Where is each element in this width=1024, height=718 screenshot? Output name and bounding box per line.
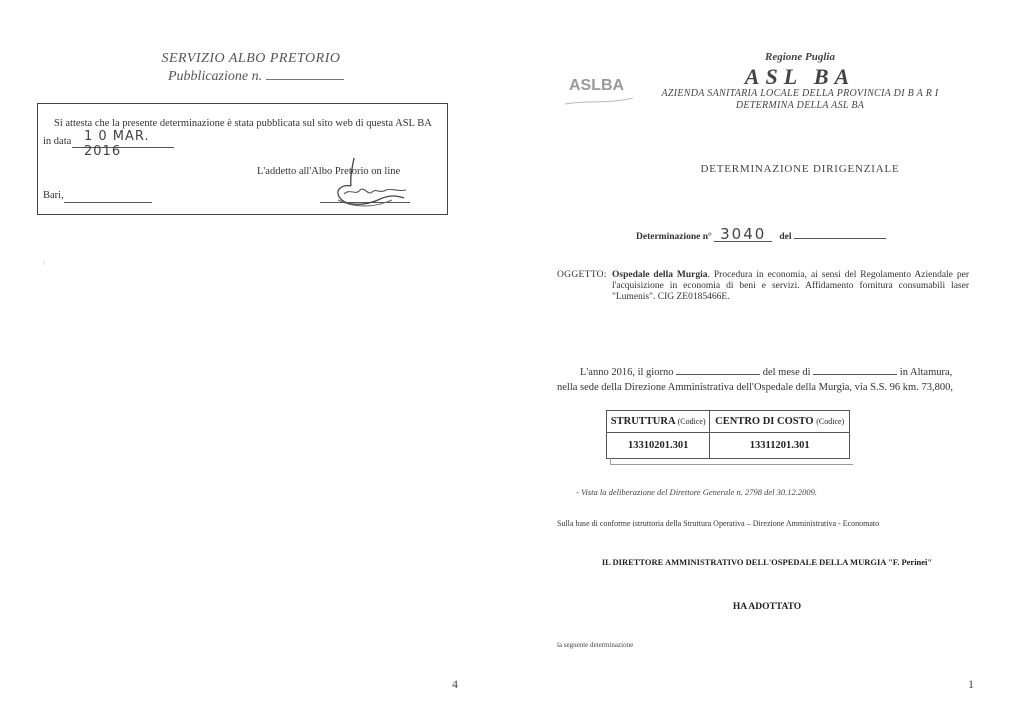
- publication-attestation-box: [37, 103, 448, 215]
- determination-number-row: [636, 225, 886, 242]
- determination-label: Determinazione n°: [636, 232, 712, 242]
- page-number-left: 4: [452, 677, 458, 691]
- bari-place-label: Bari,: [43, 190, 64, 201]
- month-blank: [813, 365, 897, 375]
- determination-date-blank: [794, 230, 886, 239]
- region-name: Regione Puglia: [765, 51, 835, 63]
- publication-blank: [266, 68, 344, 80]
- albo-officer-label: L'addetto all'Albo Pretorio on line: [257, 166, 401, 177]
- determination-number: 3040: [714, 225, 772, 242]
- albo-pretorio-title: SERVIZIO ALBO PRETORIO: [161, 51, 341, 66]
- asl-ba-logo: [565, 70, 635, 110]
- administrative-director-heading: IL DIRETTORE AMMINISTRATIVO DELL'OSPEDALE DELLA MURGIA "F. Perinei": [601, 557, 933, 567]
- document-type-heading: DETERMINAZIONE DIRIGENZIALE: [700, 163, 900, 175]
- asl-title: ASL BA: [744, 64, 856, 89]
- structure-header-code: (Codice): [677, 417, 706, 426]
- date-place-line: [580, 365, 970, 378]
- subject-text: [612, 270, 969, 303]
- date-stamp: 1 0 MAR. 2016: [72, 129, 174, 148]
- structure-header-label: STRUTTURA: [610, 416, 675, 427]
- date-label: in data: [43, 136, 72, 147]
- place-text: in Altamura,: [899, 367, 953, 378]
- month-text: del mese di: [762, 367, 811, 378]
- publication-label: Pubblicazione n.: [168, 69, 263, 84]
- subject-label: OGGETTO:: [557, 270, 607, 280]
- table-shadow: [610, 458, 853, 465]
- structure-cost-center-table: [606, 410, 850, 459]
- vista-deliberation-line: - Vista la deliberazione del Direttore Generale n. 2798 del 30.12.2009.: [576, 487, 817, 497]
- determina-subtitle: DETERMINA DELLA ASL BA: [735, 100, 865, 111]
- handwritten-signature: [294, 156, 414, 210]
- asl-logo-text: ASLBA: [569, 77, 625, 94]
- following-determination-text: la seguente determinazione: [557, 641, 634, 649]
- year-day-text: L'anno 2016, il giorno: [580, 367, 674, 378]
- asl-subtitle: AZIENDA SANITARIA LOCALE DELLA PROVINCIA DI B A R I: [661, 88, 939, 99]
- cost-center-header: [710, 411, 850, 433]
- instruction-basis-line: Sulla base di conforme istruttoria della Struttura Operativa – Direzione Amministrativa - Economato: [557, 519, 880, 528]
- adopted-heading: HA ADOTTATO: [732, 602, 802, 612]
- margin-mark: [44, 261, 49, 265]
- cost-center-header-code: (Codice): [816, 417, 845, 426]
- day-blank: [676, 365, 760, 375]
- subject-body: . Procedura in economia, ai sensi del Regolamento Aziendale per l'acquisizione in economia di beni e servizi. Affidamento fornitura consumabili laser "Lumenis". CIG ZE0185466E.: [612, 270, 969, 302]
- determination-del-label: del: [779, 232, 792, 242]
- office-location-line: nella sede della Direzione Amministrativa dell'Ospedale della Murgia, via S.S. 96 km. 73,800,: [557, 382, 953, 393]
- structure-header: [607, 411, 710, 433]
- attestation-text: Si attesta che la presente determinazione è stata pubblicata sul sito web di questa ASL BA: [54, 118, 432, 129]
- page-number-right: 1: [968, 677, 974, 691]
- publication-number-line: [168, 68, 344, 85]
- cost-center-header-label: CENTRO DI COSTO: [715, 416, 814, 427]
- cost-center-code: 13311201.301: [710, 433, 850, 459]
- bari-date-blank: [64, 202, 152, 203]
- structure-code: 13310201.301: [607, 433, 710, 459]
- subject-hospital: Ospedale della Murgia: [612, 270, 708, 280]
